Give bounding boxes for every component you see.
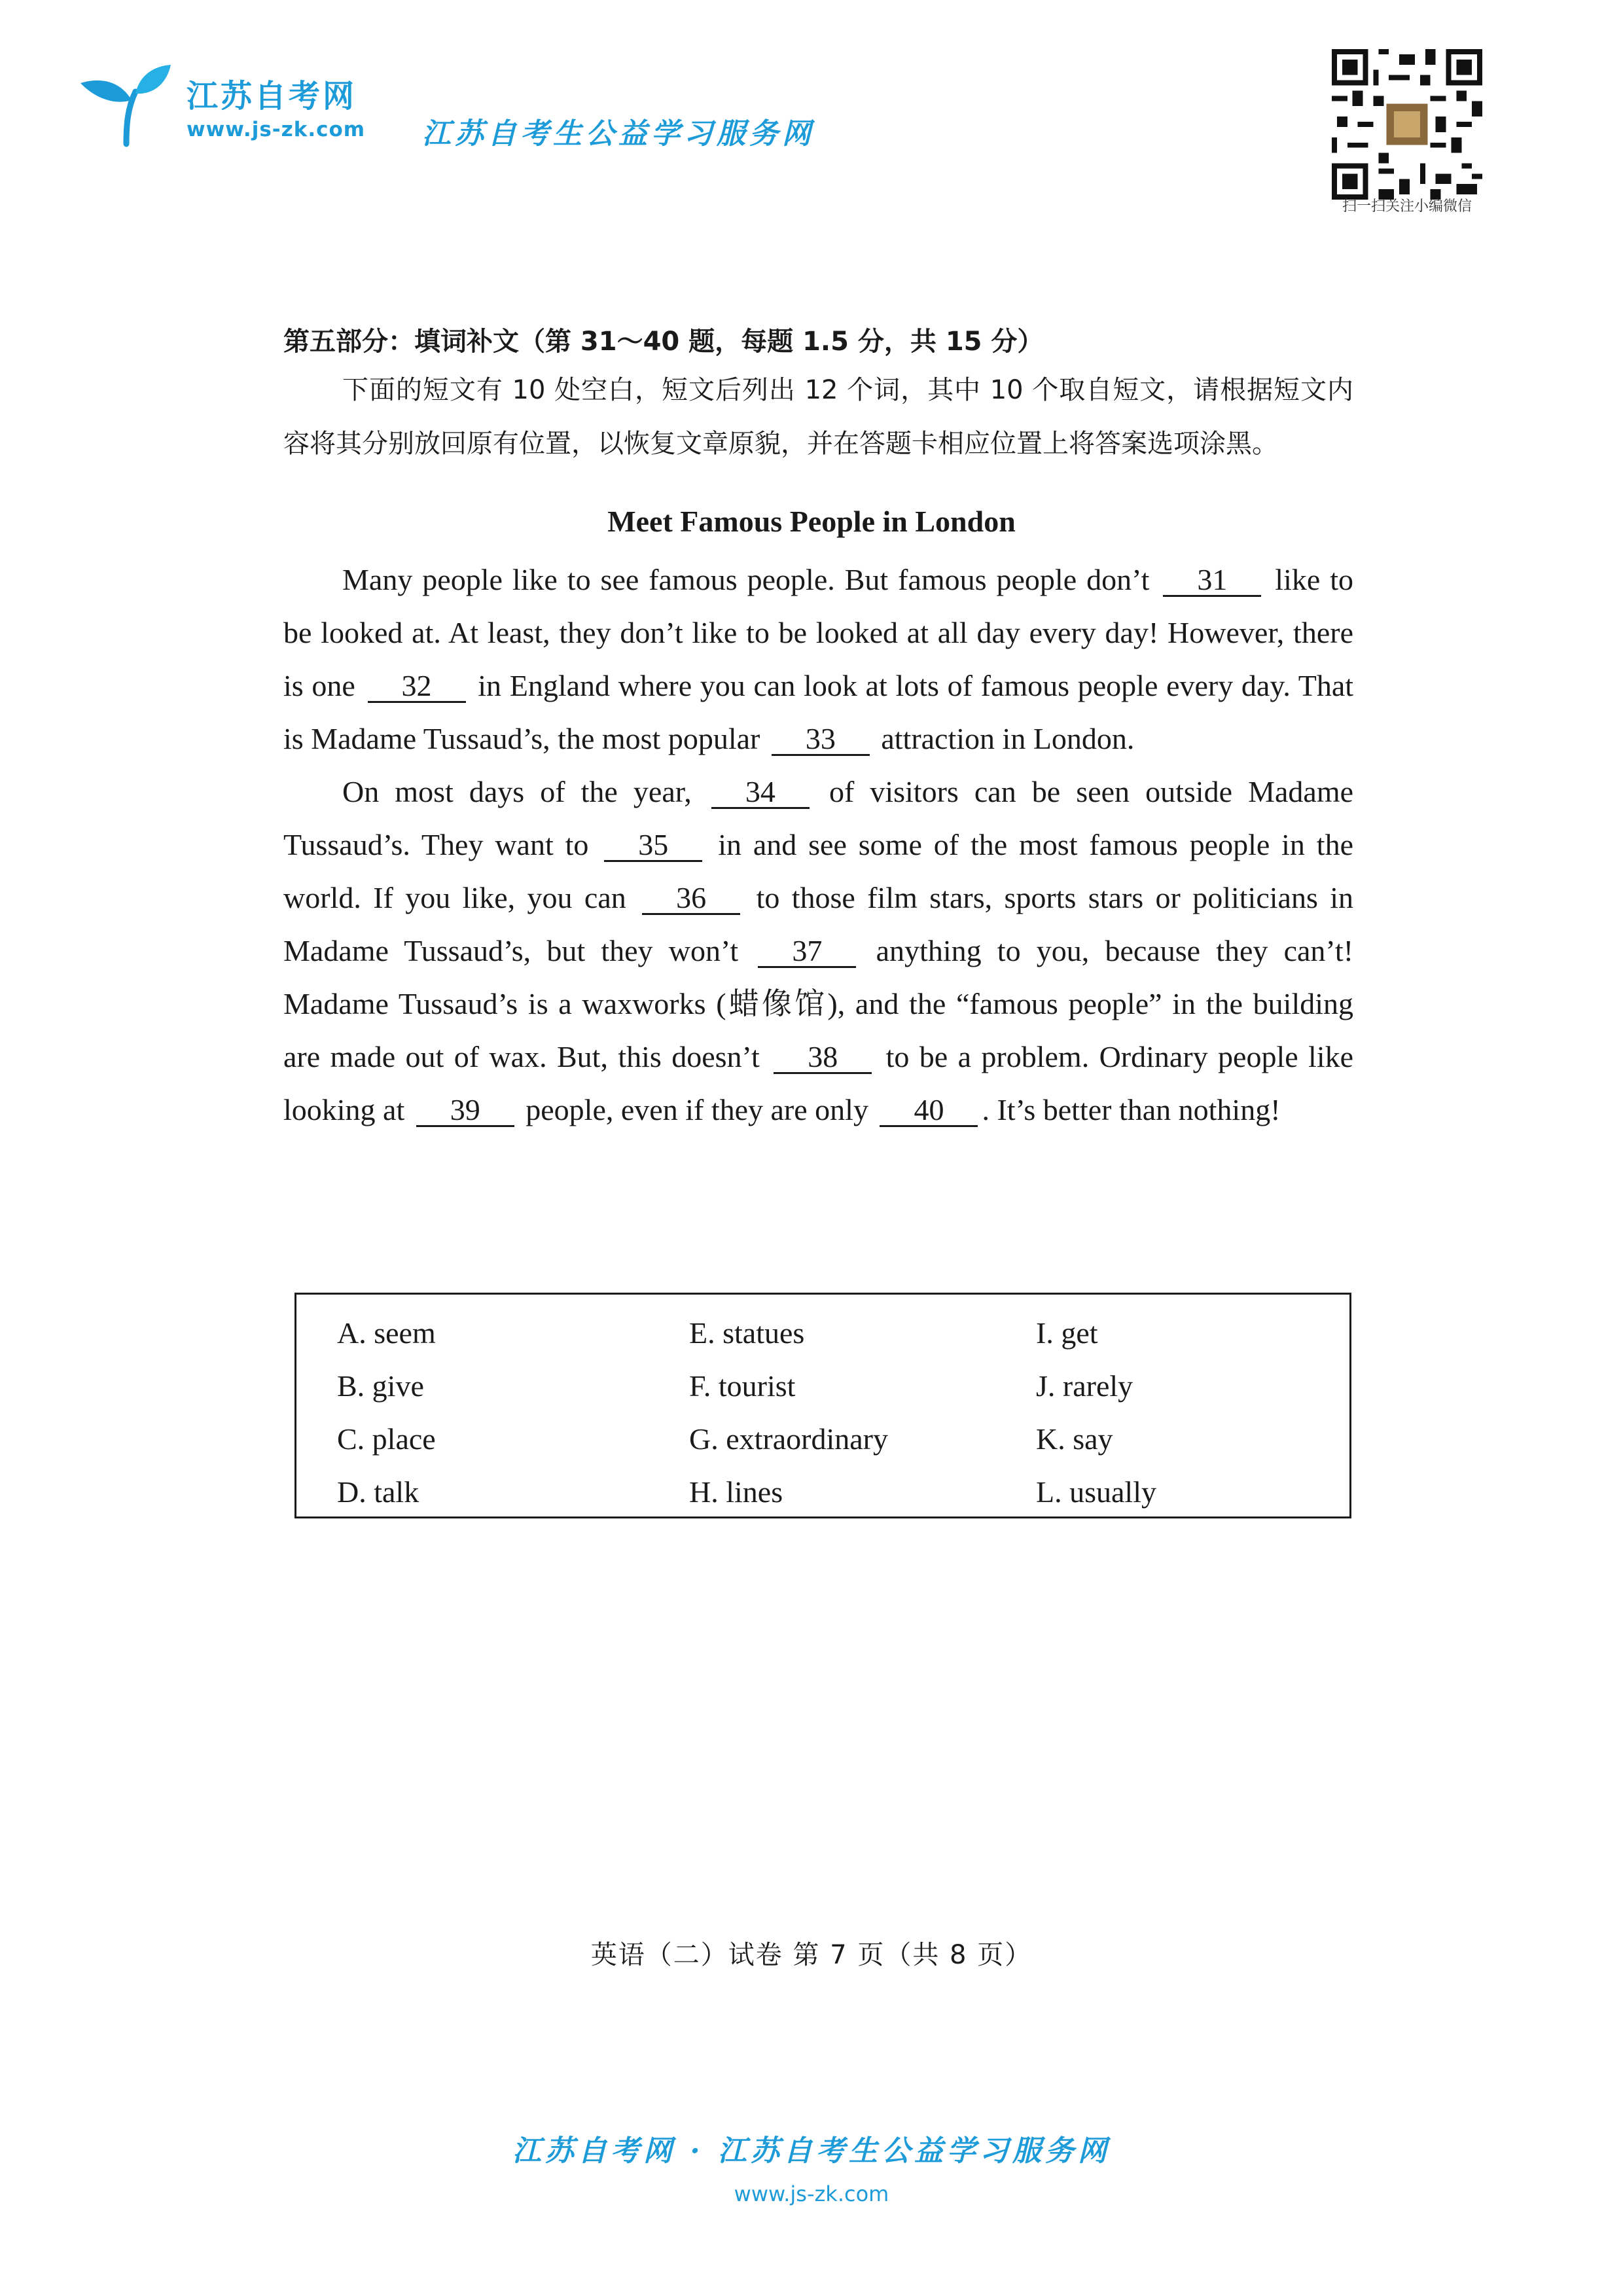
option-item: B. give [337, 1369, 424, 1403]
option-item: L. usually [1036, 1475, 1156, 1509]
passage-text: to those film stars, sports stars or politicians in Madame Tussaud’s, but they won’t [283, 881, 1354, 967]
passage-paragraph [283, 553, 1353, 765]
passage-text: On most days of the year, [342, 775, 692, 808]
section-instructions: 下面的短文有 10 处空白，短文后列出 12 个词，其中 10 个取自短文，请根据短文内容将其分别放回原有位置，以恢复文章原貌，并在答题卡相应位置上将答案选项涂黑。 [283, 375, 1353, 459]
option-item: C. place [337, 1422, 436, 1456]
passage-text: to be a problem. Ordinary people like looking at [283, 1040, 1354, 1126]
footer-slogan: 江苏自考网 · 江苏自考生公益学习服务网 [512, 2134, 1111, 2168]
option-item: D. talk [337, 1475, 419, 1509]
option-item: A. seem [337, 1316, 436, 1350]
blank-32: 32 [368, 671, 466, 703]
blank-40: 40 [880, 1095, 978, 1127]
blank-37: 37 [758, 936, 856, 968]
option-item: H. lines [689, 1475, 783, 1509]
blank-36: 36 [642, 883, 740, 915]
page-number-label: 英语（二）试卷 第 7 页（共 8 页） [590, 1940, 1033, 1970]
option-item: K. say [1036, 1422, 1113, 1456]
passage-body [283, 553, 1353, 1136]
passage-text: attraction in London. [881, 722, 1135, 755]
brand-slogan: 江苏自考生公益学习服务网 [422, 117, 815, 151]
passage-text: of visitors can be seen outside Madame Tussaud’s. They want to [283, 775, 1354, 861]
option-item: I. get [1036, 1316, 1098, 1350]
blank-34: 34 [711, 777, 810, 809]
blank-38: 38 [774, 1042, 872, 1074]
passage-text: like to be looked at. At least, they don’t like to be looked at all day every day! However, there is one [283, 563, 1354, 702]
sprout-logo-icon [75, 62, 173, 147]
footer-url[interactable]: www.js-zk.com [734, 2181, 889, 2206]
options-column [337, 1306, 436, 1518]
passage-text: anything to you, because they can’t! Madame Tussaud’s is a waxworks (蜡像馆), and the “famous people” in the building are made out of wax. But, this doesn’t [283, 934, 1354, 1073]
passage-paragraph [283, 765, 1353, 1136]
blank-33: 33 [772, 724, 870, 756]
option-item: E. statues [689, 1316, 805, 1350]
option-item: G. extraordinary [689, 1422, 888, 1456]
options-column [1036, 1306, 1156, 1518]
passage-text: . It’s better than nothing! [982, 1093, 1281, 1126]
option-item: F. tourist [689, 1369, 796, 1403]
section-title: 第五部分：填词补文（第 31～40 题，每题 1.5 分，共 15 分） [283, 327, 1044, 357]
passage-title: Meet Famous People in London [607, 505, 1016, 538]
qr-caption: 扫一扫关注小编微信 [1342, 198, 1472, 215]
qr-code-icon [1332, 49, 1482, 200]
word-options-box [294, 1293, 1351, 1518]
blank-39: 39 [416, 1095, 514, 1127]
options-column [689, 1306, 888, 1518]
option-item: J. rarely [1036, 1369, 1133, 1403]
brand-name: 江苏自考网 [187, 78, 357, 115]
blank-31: 31 [1163, 565, 1261, 597]
passage-text: people, even if they are only [526, 1093, 868, 1126]
passage-text: in England where you can look at lots of famous people every day. That is Madame Tussaud’s, the most popular [283, 669, 1354, 755]
blank-35: 35 [604, 830, 702, 862]
passage-text: Many people like to see famous people. But famous people don’t [342, 563, 1150, 596]
brand-url: www.js-zk.com [187, 118, 366, 141]
passage-text: in and see some of the most famous people in the world. If you like, you can [283, 828, 1354, 914]
